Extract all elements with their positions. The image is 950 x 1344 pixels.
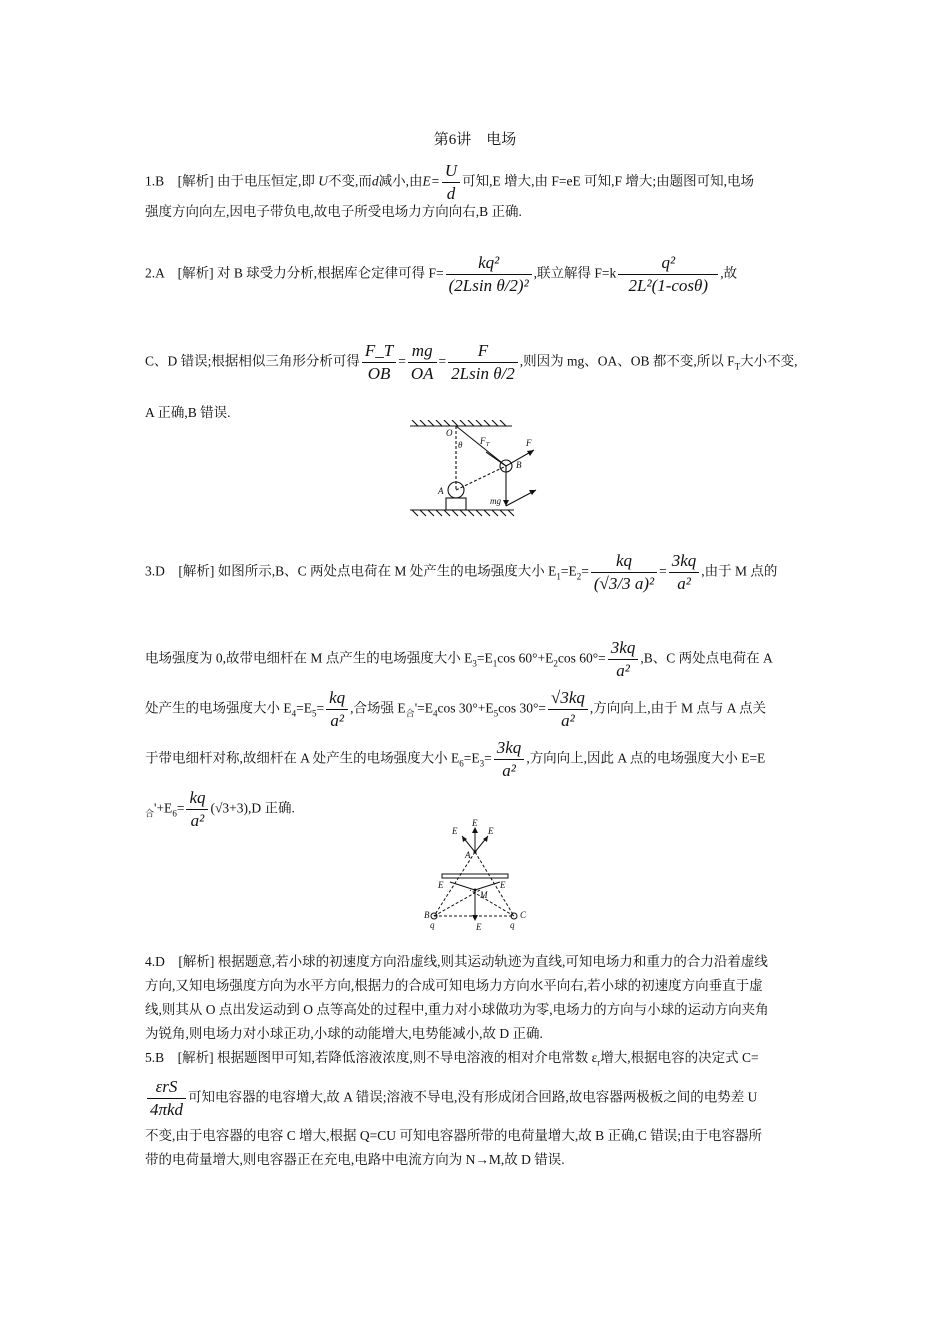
q3-sub: 5 xyxy=(493,708,499,719)
q3-fB3-den: a² xyxy=(502,761,516,780)
q3-l3g: cos 30°= xyxy=(498,700,547,716)
q3-fB-num: 3kq xyxy=(669,550,700,573)
q3-l2a: 电场强度为 0,故带电细杆在 M 点产生的电场强度大小 E xyxy=(145,650,473,666)
label-M: M xyxy=(480,890,488,900)
q3-fC2-num: kq xyxy=(186,787,208,810)
q3-fA-den: (√3/3 a)² xyxy=(593,574,655,593)
q3-l2e: ,B、C 两处点电荷在 A xyxy=(640,650,773,666)
q5-frac-num: εrS xyxy=(147,1076,186,1099)
q5-line2 xyxy=(145,1076,810,1121)
label-A: A xyxy=(438,486,444,496)
q3-fB2-num: 3kq xyxy=(608,637,639,660)
q5-l2: 可知电容器的电容增大,故 A 错误;溶液不导电,没有形成闭合回路,故电容器两极板之间的电势差 U xyxy=(188,1089,758,1105)
E3-arrowhead xyxy=(472,915,478,921)
label-theta: θ xyxy=(458,440,463,450)
q2-sub-T: T xyxy=(734,361,741,372)
q3-sub: 3 xyxy=(472,658,477,669)
q3-sub-he: 合 xyxy=(145,808,155,819)
q3-sub: 2 xyxy=(553,658,558,669)
q3-l3a: 处产生的电场强度大小 E xyxy=(145,700,292,716)
q2-frac2-num: q² xyxy=(618,252,718,275)
q5-line3: 不变,由于电容器的电容 C 增大,根据 Q=CU 可知电容器所带的电荷量增大,故 B 正确,C 错误;由于电容器所 xyxy=(145,1128,763,1143)
string-OB xyxy=(456,426,506,466)
q3-fD-num: √3kq xyxy=(548,687,588,710)
q3-line4 xyxy=(145,737,810,782)
q3-l3b: =E xyxy=(296,700,312,716)
q3-fD-den: a² xyxy=(561,711,575,730)
q3-line2 xyxy=(145,637,810,682)
label-E5: E xyxy=(452,826,458,836)
q2-frac1 xyxy=(446,252,532,297)
q3-l1eq: =E xyxy=(560,563,577,579)
q3-l4a: 于带电细杆对称,故细杆在 A 处产生的电场强度大小 E xyxy=(145,750,460,766)
q3-l3d: ,合场强 E xyxy=(350,700,406,716)
label-C: C xyxy=(520,910,527,920)
q2-frac2 xyxy=(618,252,718,297)
label-mg: mg xyxy=(490,496,501,506)
label-FT-sub: T xyxy=(486,442,490,448)
q3-l2b: =E xyxy=(476,650,493,666)
q3-sub: 6 xyxy=(459,758,464,769)
q3-l2c: cos 60°+E xyxy=(497,650,554,666)
q3-l1b: = xyxy=(581,563,589,579)
q2-frac1-num: kq² xyxy=(446,252,532,275)
q2-fr-c-num: F xyxy=(448,340,518,363)
point-M xyxy=(474,889,477,892)
q3-sub: 2 xyxy=(576,571,582,582)
q2-fr-a-den: OB xyxy=(367,364,391,383)
q3-fC-num: kq xyxy=(326,687,348,710)
q1-line1 xyxy=(145,160,810,205)
q2-fr-c xyxy=(448,340,518,385)
q5-frac-den: 4πkd xyxy=(150,1100,184,1119)
q3-l5b: = xyxy=(176,800,185,816)
label-A: A xyxy=(465,850,471,860)
q2-text-a: 2.A [解析] 对 B 球受力分析,根据库仑定律可得 F= xyxy=(145,265,444,281)
label-q-C: q xyxy=(510,920,515,930)
q1-text-e: E 增大,由 F=eE 可知,F 增大;由题图可知,电场 xyxy=(492,173,755,189)
q3-l5c: (√3+3),D 正确. xyxy=(210,800,295,816)
floor-hatching xyxy=(412,510,514,516)
q3-frac-B2 xyxy=(608,637,639,682)
label-F: F xyxy=(526,438,532,448)
q1-line2: 强度方向向左,因电子带负电,故电子所受电场力方向向右,B 正确. xyxy=(145,204,522,219)
q4-line3: 线,则其从 O 点出发运动到 O 点等高处的过程中,重力对小球做功为零,电场力的方向与小球的运动方向夹角 xyxy=(145,1002,769,1017)
q3-fC-den: a² xyxy=(330,711,344,730)
triangle-arrowhead xyxy=(529,490,536,495)
FT-vector xyxy=(486,452,506,466)
q3-l5a: '+E xyxy=(154,800,173,816)
q1-frac-num: U xyxy=(442,160,460,183)
dashed-BM xyxy=(434,890,480,916)
q3-sub: 4 xyxy=(291,708,297,719)
q1-text-a: 1.B [解析] 由于电压恒定,即 xyxy=(145,173,315,189)
q3-l3f: cos 30°+E xyxy=(437,700,494,716)
q3-l2d: cos 60°= xyxy=(557,650,606,666)
q3-sub: 3 xyxy=(479,758,485,769)
q4-line2: 方向,又知电场强度方向为水平方向,根据力的合成可知电场力方向水平向右,若小球的初速度方向垂直于虚 xyxy=(145,978,763,993)
q2-frac1-den: (2Lsin θ/2)² xyxy=(448,276,529,295)
page-title: 第6讲 电场 xyxy=(433,132,517,148)
q1-text-d: 可知, xyxy=(462,173,493,189)
label-E3: E xyxy=(476,922,482,932)
q3-l4b: =E xyxy=(463,750,480,766)
q2-fr-b-num: mg xyxy=(408,340,437,363)
q3-sub: 4 xyxy=(432,708,438,719)
q2-fr-c-den: 2Lsin θ/2 xyxy=(451,364,515,383)
q3-l4c: = xyxy=(484,750,492,766)
q3-sub: 1 xyxy=(556,571,561,582)
q2-text-c: ,故 xyxy=(720,265,738,281)
q5-l1: 5.B [解析] 根据题图甲可知,若降低溶液浓度,则不导电溶液的相对介电常数 ε xyxy=(145,1050,598,1065)
label-E6: E xyxy=(472,818,478,828)
q3-fB3-num: 3kq xyxy=(494,737,525,760)
q5-l1b: 增大,根据电容的决定式 C= xyxy=(600,1050,759,1065)
dashed-CM xyxy=(470,890,514,916)
point-A xyxy=(474,851,477,854)
base-A xyxy=(446,498,466,510)
q5-frac xyxy=(147,1076,186,1121)
q3-fB2-den: a² xyxy=(616,661,630,680)
q2-text-2c: 大小不变, xyxy=(740,353,798,369)
q3-l1a: 3.D [解析] 如图所示,B、C 两处点电荷在 M 处产生的电场强度大小 E xyxy=(145,563,557,579)
q2-fr-a xyxy=(362,340,396,385)
label-E4: E xyxy=(488,826,494,836)
q2-fr-a-num: F_T xyxy=(362,340,396,363)
q3-frac-C2 xyxy=(186,787,208,832)
q3-sub: 1 xyxy=(492,658,498,669)
q1-frac-den: d xyxy=(446,184,456,203)
q3-fC2-den: a² xyxy=(190,811,205,830)
q3-l3c: = xyxy=(316,700,325,716)
q4-line4: 为锐角,则电场力对小球正功,小球的动能增大,电势能减小,故 D 正确. xyxy=(145,1026,543,1041)
q3-line3 xyxy=(145,687,810,732)
q3-l3h: ,方向向上,由于 M 点与 A 点关 xyxy=(589,700,767,716)
q2-fr-b xyxy=(408,340,437,385)
q2-frac2-den: 2L²(1-cosθ) xyxy=(628,276,709,295)
q3-fA-num: kq xyxy=(591,550,657,573)
q3-frac-D xyxy=(548,687,588,732)
q2-text-2a: C、D 错误;根据相似三角形分析可得 xyxy=(145,353,360,369)
q3-frac-B3 xyxy=(494,737,525,782)
q3-fB-den: a² xyxy=(677,574,691,593)
q4-line1: 4.D [解析] 根据题意,若小球的初速度方向沿虚线,则其运动轨迹为直线,可知电场力和重力的合力沿着虚线 xyxy=(145,954,768,969)
q3-frac-A xyxy=(591,550,657,595)
q1-E-eq: E= xyxy=(422,173,440,189)
label-B: B xyxy=(424,910,430,920)
q2-text-b: ,联立解得 F=k xyxy=(533,265,617,281)
q1-fraction xyxy=(442,160,460,205)
q3-sub: 6 xyxy=(172,808,177,819)
q2-line3: A 正确,B 错误. xyxy=(145,405,231,420)
q3-sub: 5 xyxy=(312,708,317,719)
field-diagram-figure xyxy=(420,818,530,933)
q1-text-b: 不变,而 xyxy=(328,173,372,189)
q2-fr-b-den: OA xyxy=(410,364,434,383)
q1-text-c: 减小,由 xyxy=(378,173,423,189)
q3-l3e: '=E xyxy=(414,700,433,716)
label-E1: E xyxy=(500,880,506,890)
q2-line2: C、D 错误;根据相似三角形分析可得 $\frac{F\_T}{OB}$ = $\frac{mg}{OA}$ = $\frac{F}{\text{2Lsin θ/2}}$ ,则因为 mg、OA、OB 都不变,所以 $F_T$大小不变, xyxy=(145,341,798,383)
q3-frac-B xyxy=(669,550,700,595)
q3-line1: 3.D [解析] 如图所示,B、C 两处点电荷在 M 处产生的电场强度大小 $E_1=E_2=$ $\frac{kq}{\text{(√3/3 a)²}}$ = $\frac{3kq}{\text{a²}}$ ,由于 M 点的 xyxy=(145,551,778,593)
force-diagram-figure xyxy=(408,420,540,520)
q3-frac-C xyxy=(326,687,348,732)
q5-sub-r: r xyxy=(597,1057,601,1068)
q5-line4: 带的电荷量增大,则电容器正在充电,电路中电流方向为 N→M,故 D 错误. xyxy=(145,1152,565,1167)
q3-sub-he: 合 xyxy=(405,708,415,719)
q5-line1 xyxy=(145,1048,810,1073)
q1-U: U xyxy=(318,173,328,189)
q1-d: d xyxy=(371,173,379,189)
charged-rod xyxy=(442,874,508,878)
label-B: B xyxy=(516,460,522,470)
label-q-B: q xyxy=(430,920,435,930)
label-FT: F xyxy=(480,436,486,446)
q2-text-2b: ,则因为 mg、OA、OB 都不变,所以 F xyxy=(519,353,735,369)
ceiling-hatching xyxy=(412,420,506,426)
q3-l1c: ,由于 M 点的 xyxy=(701,563,778,579)
label-O: O xyxy=(446,428,453,438)
label-E2: E xyxy=(438,880,444,890)
q2-line1 xyxy=(145,252,810,297)
q3-l4d: ,方向向上,因此 A 点的电场强度大小 E=E xyxy=(526,750,766,766)
